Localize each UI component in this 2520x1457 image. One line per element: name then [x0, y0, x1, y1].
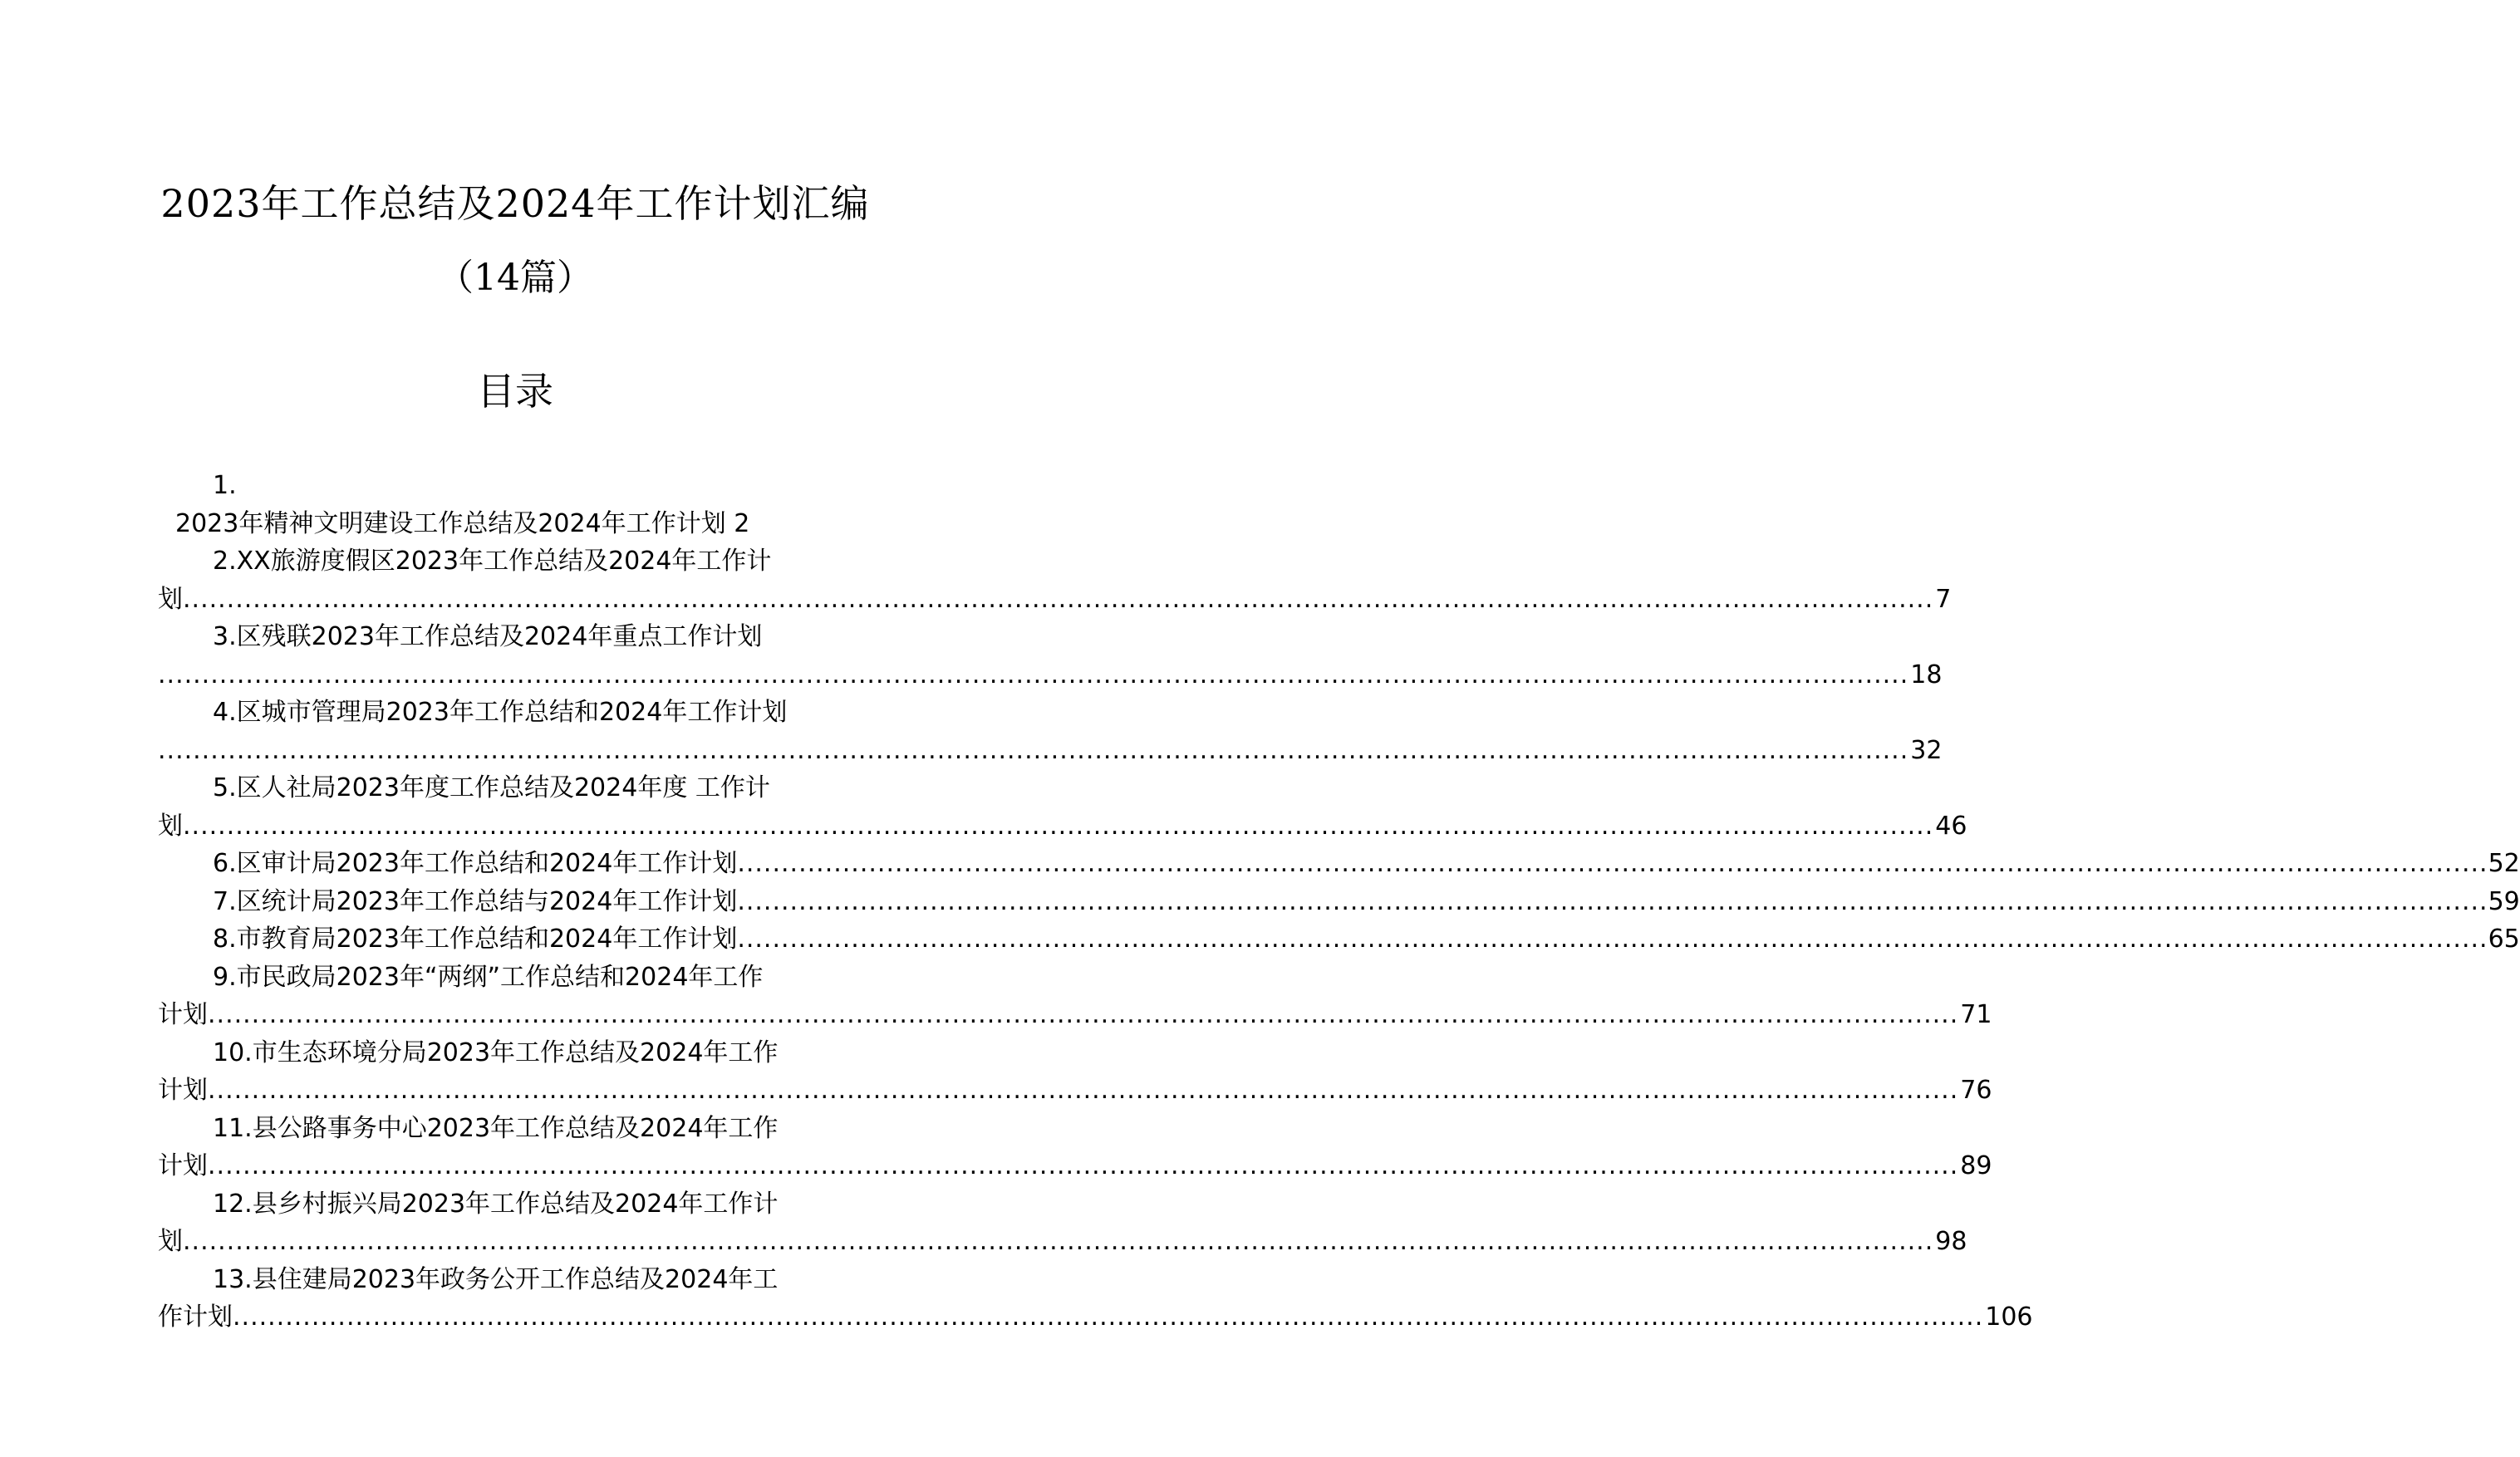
toc-entry-page: 52 — [2488, 849, 2520, 878]
toc-entry-title-cont: 计划 — [158, 1076, 208, 1105]
toc-entry-title: 13.县住建局2023年政务公开工作总结及2024年工 — [213, 1264, 779, 1294]
toc-list — [158, 542, 2520, 1337]
toc-entry-title: 9.市民政局2023年“两纲”工作总结和2024年工作 — [213, 962, 764, 992]
toc-leader-dots: ........................................................................................................................................................................................................ — [183, 584, 1934, 614]
toc-entry-title: 10.市生态环境分局2023年工作总结及2024年工作 — [213, 1038, 779, 1067]
toc-entry-5[interactable] — [158, 769, 1967, 845]
toc-entry-title: 2.XX旅游度假区2023年工作总结及2024年工作计 — [213, 547, 772, 576]
toc-leader-dots: ........................................................................................................................................................................................................ — [737, 849, 2488, 878]
toc-entry-number: 1. — [213, 471, 237, 500]
toc-entry-title: 5.区人社局2023年度工作总结及2024年度 工作计 — [213, 773, 770, 802]
toc-entry-title-cont: 计划 — [158, 1151, 208, 1180]
table-of-contents — [158, 467, 2520, 1337]
toc-entry-title: 2023年精神文明建设工作总结及2024年工作计划 — [175, 508, 726, 538]
toc-leader-dots: ........................................................................................................................................................................................................ — [158, 660, 1909, 689]
toc-entry-3[interactable] — [158, 618, 1943, 694]
toc-entry-title: 6.区审计局2023年工作总结和2024年工作计划 — [213, 849, 738, 878]
toc-leader-dots: ........................................................................................................................................................................................................ — [737, 925, 2488, 954]
toc-entry-10[interactable] — [158, 1034, 1992, 1110]
toc-leader-dots: ........................................................................................................................................................................................................ — [158, 735, 1909, 765]
toc-entry-title-cont: 划 — [158, 584, 183, 614]
toc-entry-page: 106 — [1985, 1302, 2033, 1332]
toc-entry-title-cont: 划 — [158, 811, 183, 841]
toc-entry-page: 76 — [1960, 1076, 1992, 1105]
toc-entry-title: 11.县公路事务中心2023年工作总结及2024年工作 — [213, 1113, 779, 1143]
toc-entry-title: 4.区城市管理局2023年工作总结和2024年工作计划 — [213, 698, 788, 727]
toc-entry-title: 7.区统计局2023年工作总结与2024年工作计划 — [213, 886, 738, 916]
toc-leader-dots: ........................................................................................................................................................................................................ — [183, 1227, 1934, 1256]
document-subtitle: （14篇） — [437, 257, 593, 299]
toc-entry-page: 71 — [1960, 1000, 1992, 1029]
toc-entry-11[interactable] — [158, 1110, 1992, 1185]
toc-entry-title: 8.市教育局2023年工作总结和2024年工作计划 — [213, 925, 738, 954]
toc-leader-dots: ........................................................................................................................................................................................................ — [233, 1302, 1984, 1332]
toc-entry-1[interactable] — [158, 467, 877, 542]
document-title: 2023年工作总结及2024年工作计划汇编 — [160, 181, 870, 226]
toc-heading: 目录 — [477, 369, 553, 414]
toc-entry-9[interactable] — [158, 959, 1992, 1034]
toc-entry-7[interactable] — [158, 883, 2520, 921]
toc-entry-8[interactable] — [158, 920, 2520, 959]
toc-entry-2[interactable] — [158, 542, 1952, 618]
toc-entry-12[interactable] — [158, 1185, 1967, 1261]
toc-leader-dots: ........................................................................................................................................................................................................ — [183, 811, 1934, 841]
toc-entry-page: 46 — [1935, 811, 1967, 841]
toc-entry-page: 65 — [2488, 925, 2520, 954]
toc-leader-dots: ........................................................................................................................................................................................................ — [208, 1076, 1959, 1105]
toc-entry-title-cont: 划 — [158, 1227, 183, 1256]
toc-entry-6[interactable] — [158, 845, 2520, 883]
toc-entry-page: 59 — [2488, 886, 2520, 916]
toc-leader-dots: ........................................................................................................................................................................................................ — [208, 1151, 1959, 1180]
toc-entry-page: 98 — [1935, 1227, 1967, 1256]
toc-entry-title: 3.区残联2023年工作总结及2024年重点工作计划 — [213, 622, 763, 651]
toc-entry-title-cont: 作计划 — [158, 1302, 233, 1332]
toc-entry-page: 7 — [1935, 584, 1952, 614]
toc-leader-dots: ........................................................................................................................................................................................................ — [737, 886, 2488, 916]
toc-leader-dots: ........................................................................................................................................................................................................ — [208, 1000, 1959, 1029]
toc-entry-page: 89 — [1960, 1151, 1992, 1180]
toc-entry-title: 12.县乡村振兴局2023年工作总结及2024年工作计 — [213, 1189, 779, 1219]
toc-entry-page: 32 — [1910, 735, 1943, 765]
toc-entry-4[interactable] — [158, 694, 1943, 769]
toc-entry-title-cont: 计划 — [158, 1000, 208, 1029]
toc-entry-page: 18 — [1910, 660, 1943, 689]
toc-entry-page: 2 — [734, 508, 750, 538]
toc-entry-13[interactable] — [158, 1261, 2033, 1337]
